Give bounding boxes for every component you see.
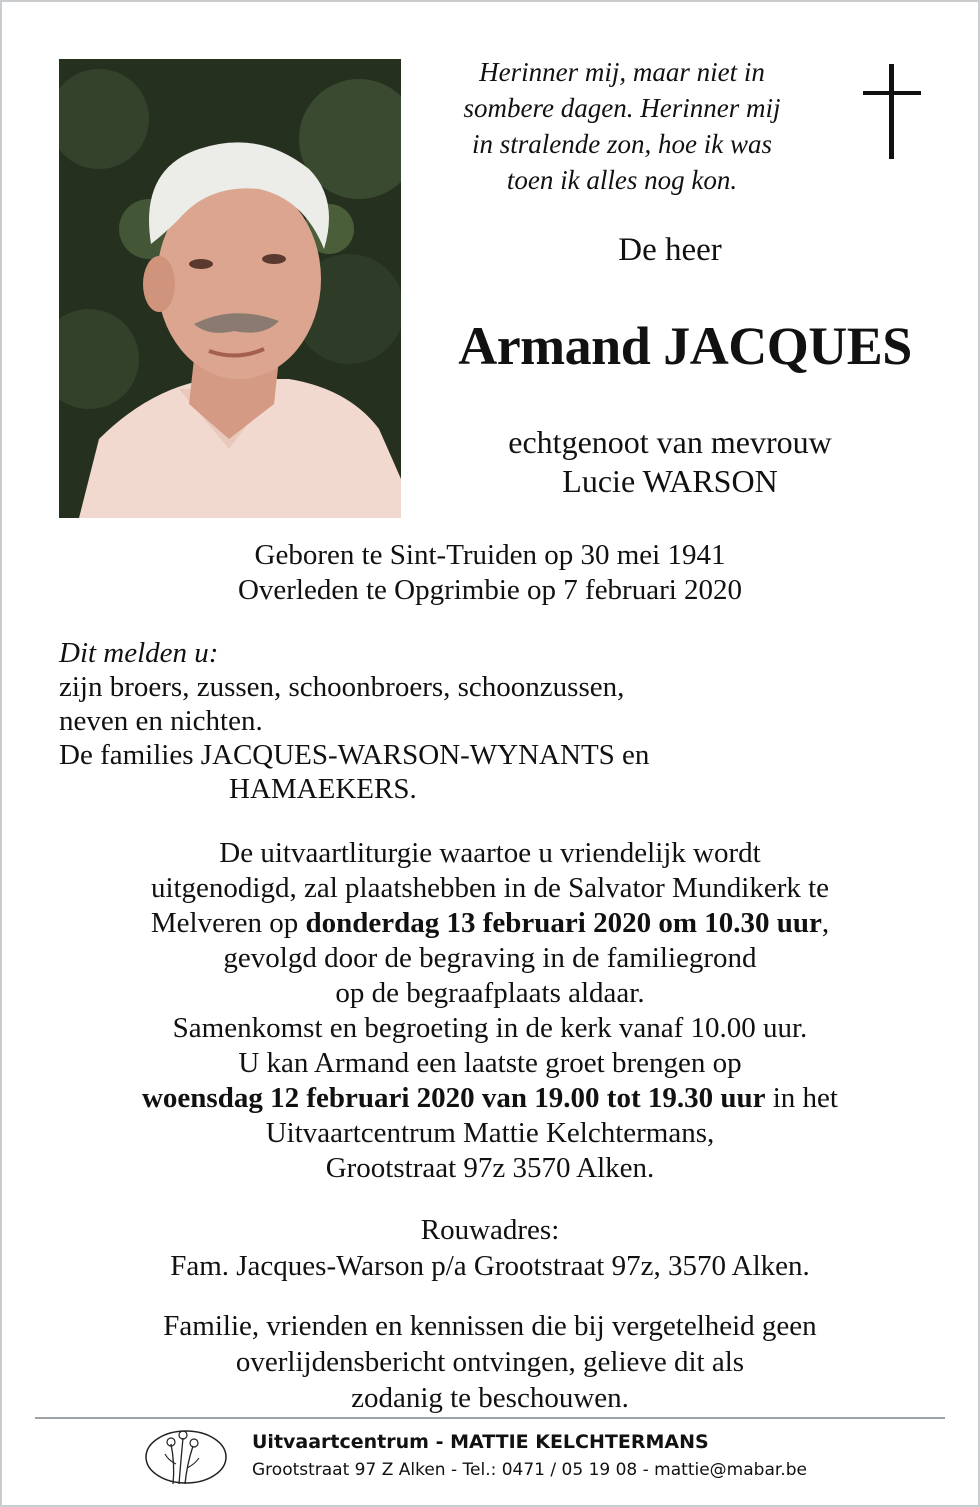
notice-line: overlijdensbericht ontvingen, gelieve dit als	[235, 1346, 745, 1378]
memorial-poem	[422, 54, 822, 198]
mourning-address	[40, 1212, 940, 1284]
life-dates	[90, 538, 890, 608]
service-line: op de begraafplaats aldaar.	[335, 977, 645, 1009]
funeral-service-info	[40, 836, 940, 1186]
funeral-home-contact: Grootstraat 97 Z Alken - Tel.: 0471 / 05 19 08 - mattie@mabar.be	[252, 1460, 807, 1480]
poem-line: toen ik alles nog kon.	[506, 165, 738, 195]
service-text: Melveren op	[150, 907, 306, 939]
service-line: uitgenodigd, zal plaatshebben in de Salvator Mundikerk te	[150, 872, 830, 904]
service-line	[40, 1081, 940, 1116]
flower-logo-icon	[143, 1424, 229, 1486]
notice-line: zodanig te beschouwen.	[351, 1382, 629, 1414]
spouse-line: echtgenoot van mevrouw	[508, 424, 832, 460]
service-text: in het	[765, 1082, 838, 1114]
mourners-line: neven en nichten.	[59, 705, 263, 737]
mourners-list	[59, 636, 929, 806]
service-text: ,	[821, 907, 830, 939]
poem-line: Herinner mij, maar niet in	[479, 57, 765, 87]
honorific: De heer	[618, 232, 722, 268]
poem-line: sombere dagen. Herinner mij	[463, 93, 781, 123]
spouse-info	[420, 423, 920, 501]
closing-notice	[40, 1308, 940, 1416]
birth-line: Geboren te Sint-Truiden op 30 mei 1941	[254, 539, 726, 571]
service-line: gevolgd door de begraving in de familiegrond	[223, 942, 757, 974]
spouse-name: Lucie WARSON	[562, 463, 778, 499]
death-line: Overleden te Opgrimbie op 7 februari 2020	[237, 574, 743, 606]
portrait-photo	[59, 59, 401, 518]
mourners-intro: Dit melden u:	[59, 637, 219, 669]
mourners-line: zijn broers, zussen, schoonbroers, schoonzussen,	[59, 671, 625, 703]
mourners-line: De families JACQUES-WARSON-WYNANTS en	[59, 739, 650, 771]
service-line: Uitvaartcentrum Mattie Kelchtermans,	[265, 1117, 715, 1149]
poem-line: in stralende zon, hoe ik was	[472, 129, 772, 159]
visitation-date: woensdag 12 februari 2020 van 19.00 tot 19.30 uur	[141, 1082, 766, 1114]
address-value: Fam. Jacques-Warson p/a Grootstraat 97z, 3570 Alken.	[170, 1250, 810, 1282]
service-line: De uitvaartliturgie waartoe u vriendelijk wordt	[219, 837, 761, 869]
notice-line: Familie, vrienden en kennissen die bij vergetelheid geen	[163, 1310, 817, 1342]
service-line: Grootstraat 97z 3570 Alken.	[325, 1152, 655, 1184]
deceased-name: Armand JACQUES	[458, 316, 912, 376]
service-line	[40, 906, 940, 941]
footer-divider	[35, 1417, 945, 1419]
mourners-line: HAMAEKERS.	[229, 773, 417, 805]
service-line: Samenkomst en begroeting in de kerk vanaf 10.00 uur.	[172, 1012, 808, 1044]
cross-icon	[863, 64, 921, 160]
service-date: donderdag 13 februari 2020 om 10.30 uur	[305, 907, 822, 939]
funeral-home-name: Uitvaartcentrum - MATTIE KELCHTERMANS	[252, 1431, 709, 1453]
service-line: U kan Armand een laatste groet brengen op	[238, 1047, 742, 1079]
address-label: Rouwadres:	[420, 1214, 560, 1246]
